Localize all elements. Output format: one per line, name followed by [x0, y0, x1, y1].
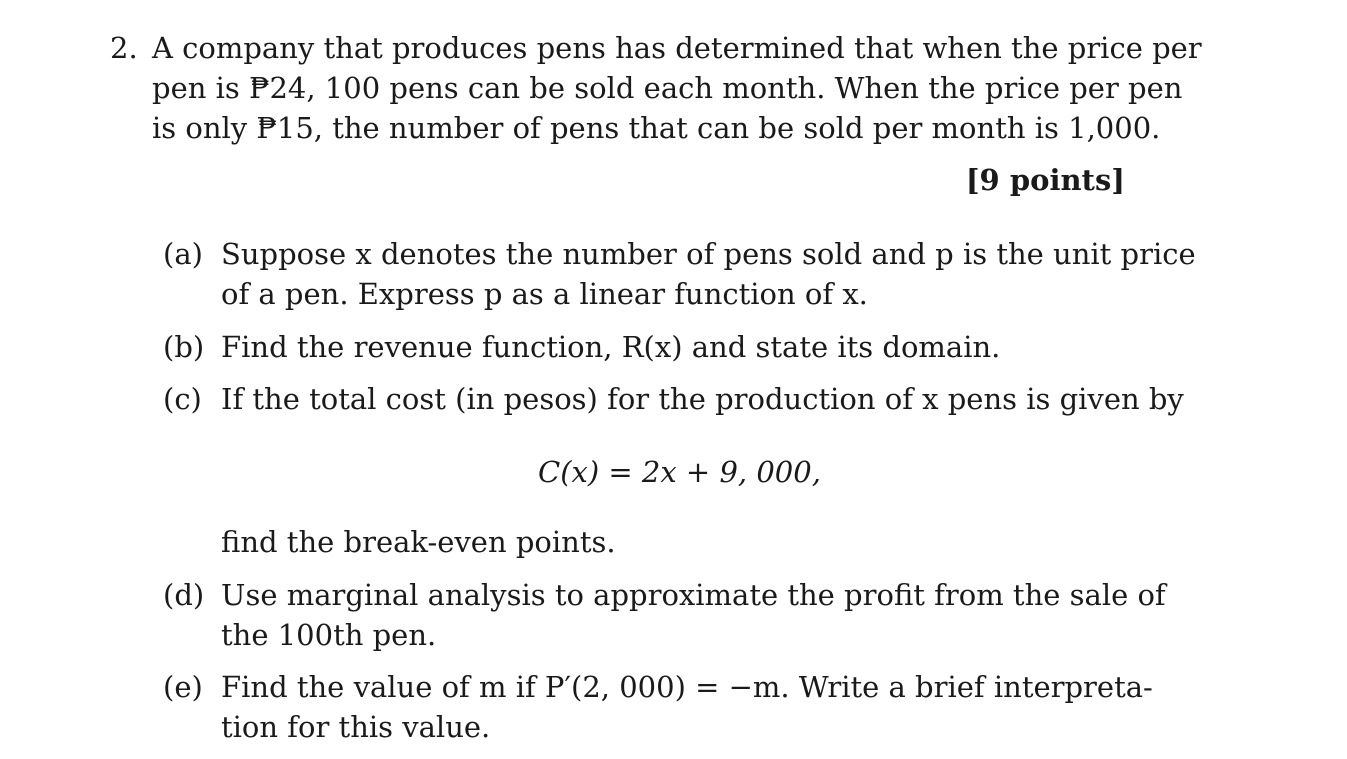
part-b-label: (b) — [163, 330, 205, 364]
part-c-line-1: If the total cost (in pesos) for the production of x pens is given by — [221, 382, 1184, 416]
problem-number: 2. — [110, 31, 138, 65]
part-e-line-2: tion for this value. — [221, 710, 491, 744]
part-b-line-1: Find the revenue function, R(x) and state its domain. — [221, 330, 1001, 364]
part-a-text — [221, 234, 1196, 314]
part-e-text — [221, 667, 1153, 747]
points-label: [9 points] — [965, 163, 1125, 197]
part-d-text — [221, 575, 1166, 655]
part-d-line-1: Use marginal analysis to approximate the profit from the sale of — [221, 578, 1166, 612]
part-a-line-1: Suppose x denotes the number of pens sold and p is the unit price — [221, 237, 1196, 271]
part-b-text — [221, 327, 1127, 367]
part-a-label: (a) — [163, 237, 203, 271]
intro-line-1: A company that produces pens has determined that when the price per — [152, 31, 1202, 65]
intro-line-3: is only ₱15, the number of pens that can be sold per month is 1,000. — [152, 111, 1161, 145]
intro-line-2: pen is ₱24, 100 pens can be sold each month. When the price per pen — [152, 71, 1183, 105]
part-d-label: (d) — [163, 578, 205, 612]
part-e-line-1: Find the value of m if P′(2, 000) = −m. Write a brief interpreta- — [221, 670, 1153, 704]
part-d-line-2: the 100th pen. — [221, 618, 437, 652]
cost-formula: C(x) = 2x + 9, 000, — [538, 455, 821, 489]
part-c-followup: find the break-even points. — [221, 525, 616, 559]
part-c-label: (c) — [163, 382, 202, 416]
part-c-text — [221, 379, 1184, 419]
problem-intro — [152, 28, 1202, 148]
part-a-line-2: of a pen. Express p as a linear function of x. — [221, 277, 868, 311]
part-e-label: (e) — [163, 670, 203, 704]
